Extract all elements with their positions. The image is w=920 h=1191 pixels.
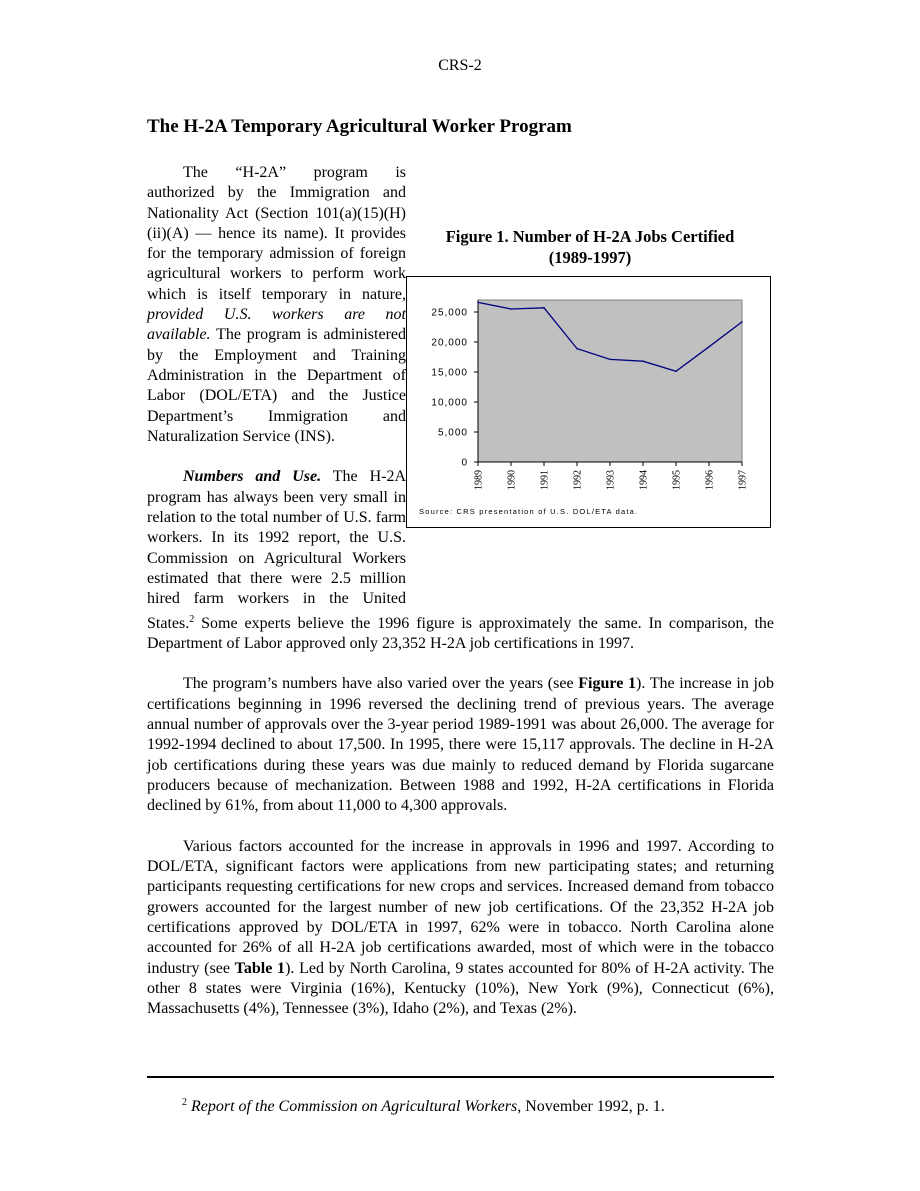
- figure-1: [406, 227, 774, 528]
- y-tick-label: 10,000: [431, 397, 468, 409]
- footnote-number: 2: [182, 1097, 187, 1108]
- figure-container: [406, 163, 774, 597]
- figure-title: [406, 227, 774, 268]
- paragraph-4-bold: Table 1: [234, 959, 286, 977]
- section-title: The H-2A Temporary Agricultural Worker Program: [147, 116, 572, 137]
- data-point: [477, 302, 479, 304]
- paragraph-3: [147, 674, 774, 816]
- paragraph-1-italic: provided U.S. workers are not available.: [147, 306, 406, 344]
- data-point: [708, 346, 710, 348]
- paragraph-3-bold: Figure 1: [578, 675, 636, 693]
- x-tick-label: 1990: [506, 470, 518, 490]
- line-chart: [407, 277, 770, 527]
- x-tick-label: 1996: [704, 470, 716, 490]
- footnote-text: , November 1992, p. 1.: [517, 1098, 665, 1115]
- paragraph-3-text-a: The program’s numbers have also varied over the years (see: [183, 675, 579, 693]
- x-tick-label: 1991: [539, 470, 551, 490]
- footnote-reference: 2: [189, 613, 195, 625]
- page-header: CRS-2: [438, 57, 482, 74]
- data-point: [741, 321, 743, 323]
- paragraph-2-lead: Numbers and Use.: [183, 468, 322, 486]
- y-tick-label: 5,000: [437, 427, 468, 439]
- data-point: [510, 308, 512, 310]
- chart-source-note: Source: CRS presentation of U.S. DOL/ETA data.: [419, 507, 639, 516]
- footnote-italic: Report of the Commission on Agricultural Workers: [191, 1098, 518, 1115]
- x-tick-label: 1994: [638, 470, 650, 490]
- x-tick-label: 1995: [671, 470, 683, 490]
- x-tick-label: 1992: [572, 470, 584, 490]
- x-tick-label: 1997: [737, 470, 749, 490]
- figure-title-line2: (1989-1997): [548, 247, 632, 267]
- y-tick-label: 20,000: [431, 337, 468, 349]
- body-text: [147, 163, 774, 1019]
- figure-title-line1: Figure 1. Number of H-2A Jobs Certified: [445, 227, 735, 246]
- footnote: [182, 1097, 665, 1116]
- paragraph-2-text-b: Some experts believe the 1996 figure is approximately the same. In comparison, the Department of Labor approved only 23,352 H-2A job certifications in 1997.: [147, 614, 774, 652]
- footnote-divider: [147, 1076, 774, 1078]
- x-tick-label: 1993: [605, 470, 617, 490]
- paragraph-4: [147, 837, 774, 1020]
- data-point: [642, 360, 644, 362]
- y-tick-label: 25,000: [431, 307, 468, 319]
- paragraph-2-text-a: The H-2A program has always been very small in relation to the total number of U.S. farm workers. In its 1992 report, the U.S. Commission on Agricultural Workers estimated that there were 2.5 million hired farm workers in the United States.: [147, 468, 406, 632]
- plot-area: [478, 300, 742, 462]
- x-tick-label: 1989: [473, 470, 485, 490]
- data-point: [675, 370, 677, 372]
- y-tick-label: 0: [461, 457, 468, 469]
- paragraph-4-text-b: ). Led by North Carolina, 9 states accounted for 80% of H-2A activity. The other 8 states were Virginia (16%), Kentucky (10%), New York (9%), Connecticut (6%), Massachusetts (4%), Tennessee (3%), Idaho (2%), and Texas (2%).: [147, 959, 775, 1018]
- paragraph-4-text-a: Various factors accounted for the increase in approvals in 1996 and 1997. According to DOL/ETA, significant factors were applications from new participating states; and returning participants requesting certifications for new crops and services. Increased demand from tobacco growers accounted for the largest number of new job certifications. Of the 23,352 H-2A job certifications approved by DOL/ETA in 1997, 62% were in tobacco. North Carolina alone accounted for 26% of all H-2A job certifications awarded, most of which were in the tobacco industry (see: [147, 837, 774, 977]
- y-tick-label: 15,000: [431, 367, 468, 379]
- data-point: [576, 348, 578, 350]
- paragraph-3-text-b: ). The increase in job certifications beginning in 1996 reversed the declining trend of previous years. The average annual number of approvals over the 3-year period 1989-1991 was about 26,000. The average for 1992-1994 declined to about 17,500. In 1995, there were 15,117 approvals. The decline in H-2A job certifications during these years was due mainly to reduced demand by Florida sugarcane producers because of mechanization. Between 1988 and 1992, H-2A certifications in Florida declined by 61%, from about 11,000 to 4,300 approvals.: [147, 675, 774, 815]
- data-point: [609, 359, 611, 361]
- paragraph-1-text-a: The “H-2A” program is authorized by the Immigration and Nationality Act (Section 101(a)(15)(H)(ii)(A) — hence its name). It provides for the temporary admission of foreign agricultural workers to perform work which is itself temporary in nature,: [147, 164, 406, 303]
- chart-frame: [406, 276, 771, 528]
- paragraph-1-text-b: The program is administered by the Employment and Training Administration in the Department of Labor (DOL/ETA) and the Justice Department’s Immigration and Naturalization Service (INS).: [147, 326, 406, 445]
- data-point: [543, 307, 545, 309]
